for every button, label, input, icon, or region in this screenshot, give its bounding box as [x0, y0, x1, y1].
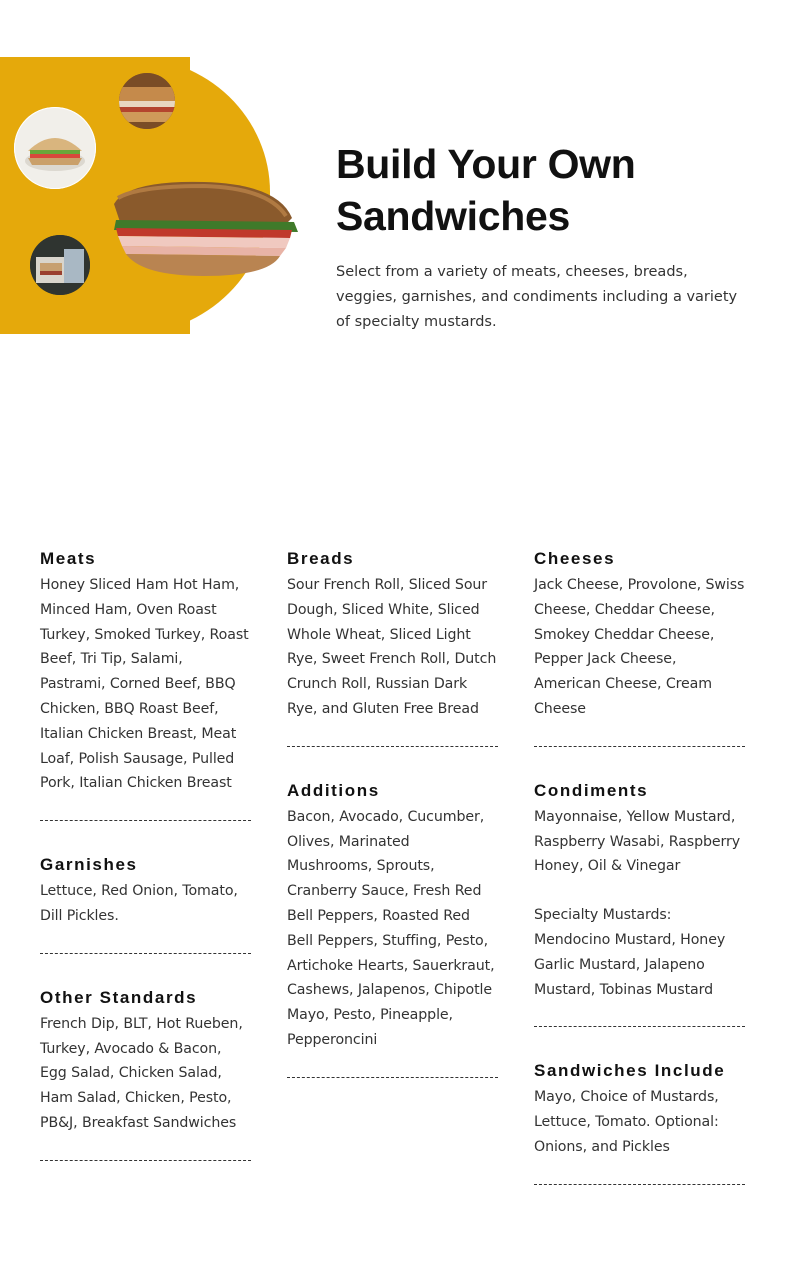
sandwiches-include-heading: Sandwiches Include	[534, 1061, 726, 1081]
meats-list: Honey Sliced Ham Hot Ham, Minced Ham, Oven Roast Turkey, Smoked Turkey, Roast Beef, Tri Tip, Salami, Pastrami, Corned Beef, BBQ Chicken, BBQ Roast Beef, Italian Chicken Breast, Meat Loaf, Polish Sausage, Pulled Pork, Italian Chicken Breast	[40, 577, 249, 792]
featured-sandwich-image	[108, 178, 300, 280]
garnishes-section	[40, 851, 251, 954]
breads-heading: Breads	[287, 549, 355, 568]
condiments-list: Mayonnaise, Yellow Mustard, Raspberry Wasabi, Raspberry Honey, Oil & Vinegar	[534, 808, 741, 875]
sandwich-photo-thumbnail	[14, 107, 96, 189]
additions-list: Bacon, Avocado, Cucumber, Olives, Marinated Mushrooms, Sprouts, Cranberry Sauce, Fresh Red Bell Peppers, Roasted Red Bell Peppers, Stuffing, Pesto, Artichoke Hearts, Sauerkraut, Cashews, Jalapenos, Chipotle Mayo, Pesto, Pineapple, Pepperoncini	[287, 808, 495, 1048]
other-standards-section	[40, 984, 251, 1161]
page-title	[336, 138, 736, 242]
hero-description: Select from a variety of meats, cheeses, breads, veggies, garnishes, and condiments including a variety of specialty mustards.	[336, 264, 738, 330]
breads-list: Sour French Roll, Sliced Sour Dough, Sliced White, Sliced Whole Wheat, Sliced Light Rye, Sweet French Roll, Dutch Crunch Roll, Russian Dark Rye, and Gluten Free Bread	[287, 577, 497, 717]
page-title-line-1: Build Your Own	[336, 141, 636, 187]
specialty-mustards-list: Specialty Mustards: Mendocino Mustard, Honey Garlic Mustard, Jalapeno Mustard, Tobinas Mustard	[534, 907, 726, 998]
breads-section	[287, 545, 498, 747]
garnishes-list: Lettuce, Red Onion, Tomato, Dill Pickles.	[40, 883, 238, 924]
meats-heading: Meats	[40, 549, 97, 568]
sandwich-photo-thumbnail	[119, 73, 175, 129]
boxed-lunch-image	[30, 235, 90, 295]
cheeses-list: Jack Cheese, Provolone, Swiss Cheese, Cheddar Cheese, Smokey Cheddar Cheese, Pepper Jack Cheese, American Cheese, Cream Cheese	[534, 577, 745, 717]
cheeses-section	[534, 545, 745, 747]
other-standards-list: French Dip, BLT, Hot Rueben, Turkey, Avocado & Bacon, Egg Salad, Chicken Salad, Ham Salad, Chicken, Pesto, PB&J, Breakfast Sandwiches	[40, 1015, 243, 1131]
sandwich-plate-image	[14, 107, 96, 189]
menu-column-1	[40, 545, 251, 1191]
condiments-heading: Condiments	[534, 780, 649, 800]
sandwiches-include-section	[534, 1057, 745, 1184]
other-standards-heading: Other Standards	[40, 987, 198, 1007]
page-title-line-2: Sandwiches	[336, 193, 570, 239]
additions-heading: Additions	[287, 780, 380, 800]
condiments-section	[534, 777, 745, 1028]
sandwich-closeup-image	[119, 73, 175, 129]
cheeses-heading: Cheeses	[534, 549, 616, 568]
menu-column-2	[287, 545, 498, 1108]
menu-column-3	[534, 545, 745, 1215]
garnishes-heading: Garnishes	[40, 855, 138, 875]
sandwich-photo-thumbnail	[30, 235, 90, 295]
additions-section	[287, 777, 498, 1078]
sandwiches-include-list: Mayo, Choice of Mustards, Lettuce, Tomato. Optional: Onions, and Pickles	[534, 1089, 719, 1155]
meats-section	[40, 545, 251, 821]
